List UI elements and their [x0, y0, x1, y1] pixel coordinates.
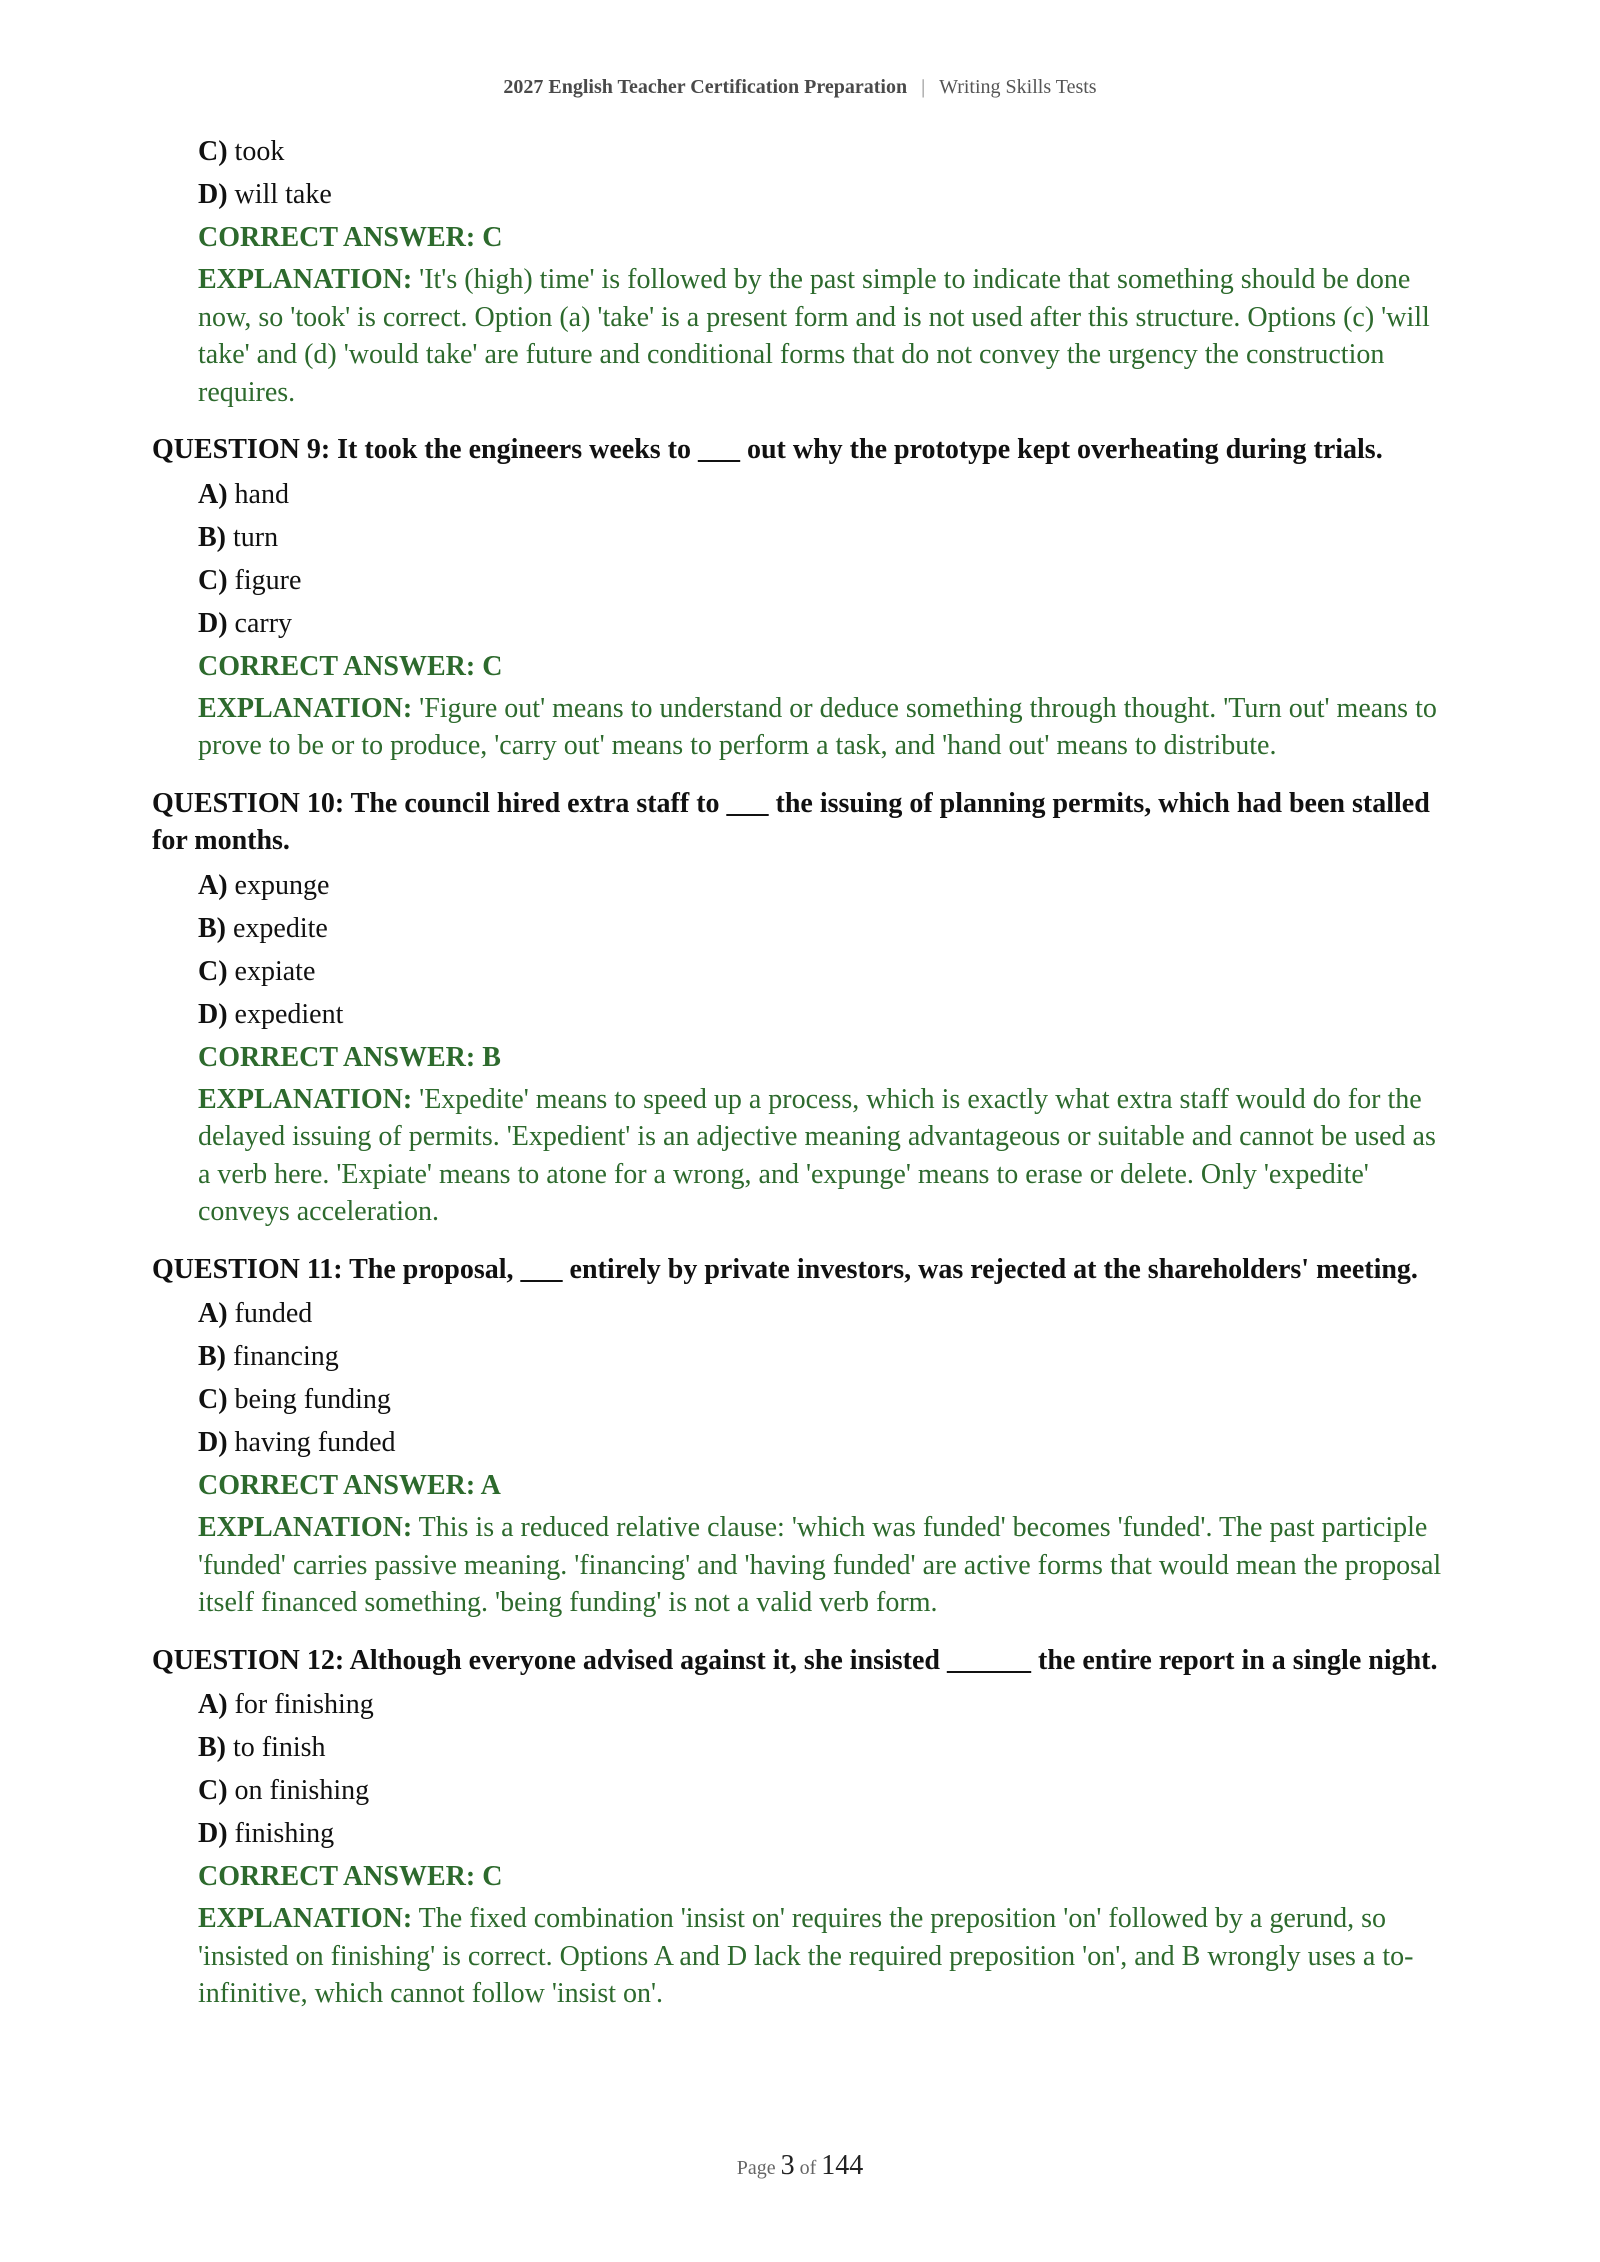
correct-answer: CORRECT ANSWER: C	[198, 1861, 503, 1892]
question-block-12	[152, 1642, 1452, 2013]
page-content	[152, 130, 1452, 2013]
question-block-9	[152, 431, 1452, 765]
option-b: B) to finish	[198, 1732, 326, 1763]
option-c: C) took	[198, 136, 285, 167]
option-a: A) hand	[198, 478, 289, 510]
question-block-11	[152, 1251, 1452, 1622]
option-d: D) finishing	[198, 1818, 335, 1849]
option-b: B) expedite	[198, 912, 328, 944]
question-block-10	[152, 785, 1452, 1231]
question-prompt: QUESTION 10: The council hired extra staff to ___ the issuing of planning permits, which had been stalled for months.	[152, 787, 1430, 856]
correct-answer: CORRECT ANSWER: C	[198, 650, 503, 682]
page-footer	[0, 2150, 1600, 2182]
correct-answer: CORRECT ANSWER: B	[198, 1041, 501, 1073]
header-title: 2027 English Teacher Certification Preparation	[503, 76, 908, 98]
explanation: EXPLANATION: 'Figure out' means to understand or deduce something through thought. 'Turn out' means to prove to be or to produce, 'carry out' means to perform a task, and 'hand out' means to distribute.	[198, 692, 1437, 761]
option-d: D) carry	[198, 607, 293, 639]
option-d: D) will take	[198, 179, 332, 210]
option-c: C) expiate	[198, 955, 316, 987]
option-b: B) financing	[198, 1341, 339, 1372]
correct-answer: CORRECT ANSWER: A	[198, 1470, 501, 1501]
total-pages: 144	[821, 2150, 864, 2181]
option-b: B) turn	[198, 521, 279, 553]
explanation: EXPLANATION: 'Expedite' means to speed up a process, which is exactly what extra staff would do for the delayed issuing of permits. 'Expedient' is an adjective meaning advantageous or suitable and cannot be used as a verb here. 'Expiate' means to atone for a wrong, and 'expunge' means to erase or delete. Only 'expedite' conveys acceleration.	[198, 1083, 1436, 1227]
of-word: of	[799, 2157, 817, 2179]
question-block-continued	[152, 130, 1452, 411]
header-separator: |	[921, 76, 926, 98]
question-prompt: QUESTION 9: It took the engineers weeks to ___ out why the prototype kept overheating during trials.	[152, 434, 1383, 465]
explanation: EXPLANATION: The fixed combination 'insist on' requires the preposition 'on' followed by a gerund, so 'insisted on finishing' is correct. Options A and D lack the required preposition 'on', and B wrongly uses a to-infinitive, which cannot follow 'insist on'.	[198, 1903, 1414, 2009]
correct-answer: CORRECT ANSWER: C	[198, 222, 503, 253]
option-d: D) having funded	[198, 1427, 396, 1458]
option-c: C) on finishing	[198, 1775, 370, 1806]
question-prompt: QUESTION 12: Although everyone advised against it, she insisted ______ the entire report in a single night.	[152, 1644, 1438, 1676]
option-a: A) for finishing	[198, 1689, 374, 1720]
explanation: EXPLANATION: 'It's (high) time' is followed by the past simple to indicate that something should be done now, so 'took' is correct. Option (a) 'take' is a present form and is not used after this structure. Options (c) 'will take' and (d) 'would take' are future and conditional forms that do not convey the urgency the construction requires.	[198, 264, 1430, 408]
option-c: C) being funding	[198, 1384, 391, 1415]
option-c: C) figure	[198, 564, 302, 596]
explanation: EXPLANATION: This is a reduced relative clause: 'which was funded' becomes 'funded'. The past participle 'funded' carries passive meaning. 'financing' and 'having funded' are active forms that would mean the proposal itself financed something. 'being funding' is not a valid verb form.	[198, 1512, 1442, 1618]
header-section: Writing Skills Tests	[939, 76, 1097, 98]
page-number: 3	[780, 2150, 795, 2181]
option-a: A) expunge	[198, 869, 330, 901]
question-prompt: QUESTION 11: The proposal, ___ entirely by private investors, was rejected at the shareholders' meeting.	[152, 1253, 1418, 1285]
option-d: D) expedient	[198, 998, 344, 1030]
option-a: A) funded	[198, 1298, 313, 1329]
running-header	[0, 76, 1600, 99]
page-word: Page	[736, 2157, 776, 2179]
